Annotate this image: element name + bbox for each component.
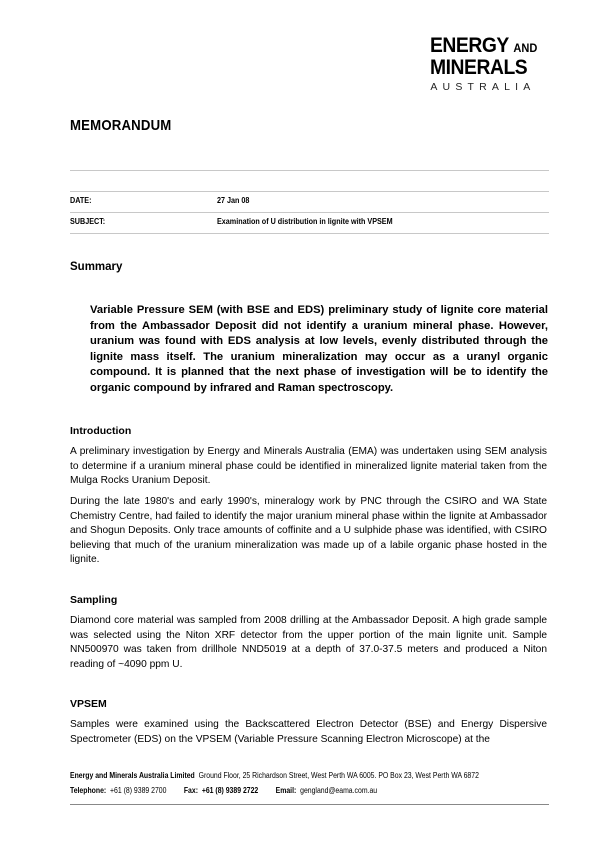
company-logo — [430, 36, 547, 93]
divider-top — [70, 170, 549, 171]
date-value: 27 Jan 08 — [217, 196, 250, 205]
summary-text: Variable Pressure SEM (with BSE and EDS) preliminary study of lignite core material from the Ambassador Deposit did not identify a uranium mineral phase. However, uranium was found with EDS analysis at low levels, evenly distributed through the lignite mass itself. The uranium mineralization may occur as a uranyl organic compound. It is planned that the next phase of investigation will be to identify the organic compound by infrared and Raman spectroscopy. — [90, 304, 548, 394]
footer-telephone-label: Telephone: — [70, 786, 107, 795]
sampling-paragraph: Diamond core material was sampled from 2008 drilling at the Ambassador Deposit. A high grade sample was selected using the Niton XRF detector from the upper portion of the main lignite unit. Sample NN500970 was taken from drillhole NND5019 at a depth of 37.0-37.5 meters and produced a Niton reading of ~4090 ppm U. — [70, 615, 547, 670]
divider-meta-bottom — [70, 233, 549, 234]
footer-telephone: +61 (8) 9389 2700 — [110, 786, 167, 795]
meta-row-date — [70, 192, 549, 212]
logo-line-energy: ENERGY AND — [430, 34, 538, 57]
sampling-heading: Sampling — [70, 594, 118, 606]
subject-label: SUBJECT: — [70, 217, 106, 226]
vpsem-paragraph: Samples were examined using the Backscattered Electron Detector (BSE) and Energy Dispersive Spectrometer (EDS) on the VPSEM (Variable Pressure Scanning Electron Microscope) at the — [70, 719, 547, 745]
vpsem-heading: VPSEM — [70, 698, 107, 710]
introduction-paragraph-1: A preliminary investigation by Energy and Minerals Australia (EMA) was undertaken using SEM analysis to determine if a uranium mineral phase could be identified in mineralized lignite material taken from the Mulga Rocks Uranium Deposit. — [70, 446, 547, 486]
logo-line-australia: AUSTRALIA — [430, 81, 536, 93]
meta-row-subject — [70, 213, 549, 233]
logo-line-minerals: MINERALS — [430, 56, 528, 79]
footer-fax-label: Fax: — [183, 786, 198, 795]
footer-fax: +61 (8) 9389 2722 — [201, 786, 259, 795]
memo-title: MEMORANDUM — [70, 117, 172, 134]
footer-divider — [70, 804, 549, 805]
footer-email[interactable]: gengland@eama.com.au — [300, 786, 378, 795]
footer-email-label: Email: — [275, 786, 297, 795]
introduction-heading: Introduction — [70, 425, 132, 437]
summary-heading: Summary — [70, 261, 123, 273]
introduction-paragraph-2: During the late 1980's and early 1990's, mineralogy work by PNC through the CSIRO and WA State Chemistry Centre, had failed to identify the major uranium mineral phase within the lignite at Ambassador and Shogun Deposits. Only trace amounts of coffinite and a U sulphide phase was identified, with CSIRO believing that much of the uranium mineralization was made up of a labile organic phase hosted in the lignite. — [70, 496, 547, 565]
footer-address-line — [70, 771, 479, 780]
date-label: DATE: — [70, 196, 92, 205]
footer-address: Ground Floor, 25 Richardson Street, West Perth WA 6005. PO Box 23, West Perth WA 6872 — [198, 771, 479, 780]
footer-contact-line — [70, 786, 377, 795]
subject-value: Examination of U distribution in lignite with VPSEM — [217, 217, 393, 226]
footer-company: Energy and Minerals Australia Limited — [70, 771, 195, 780]
